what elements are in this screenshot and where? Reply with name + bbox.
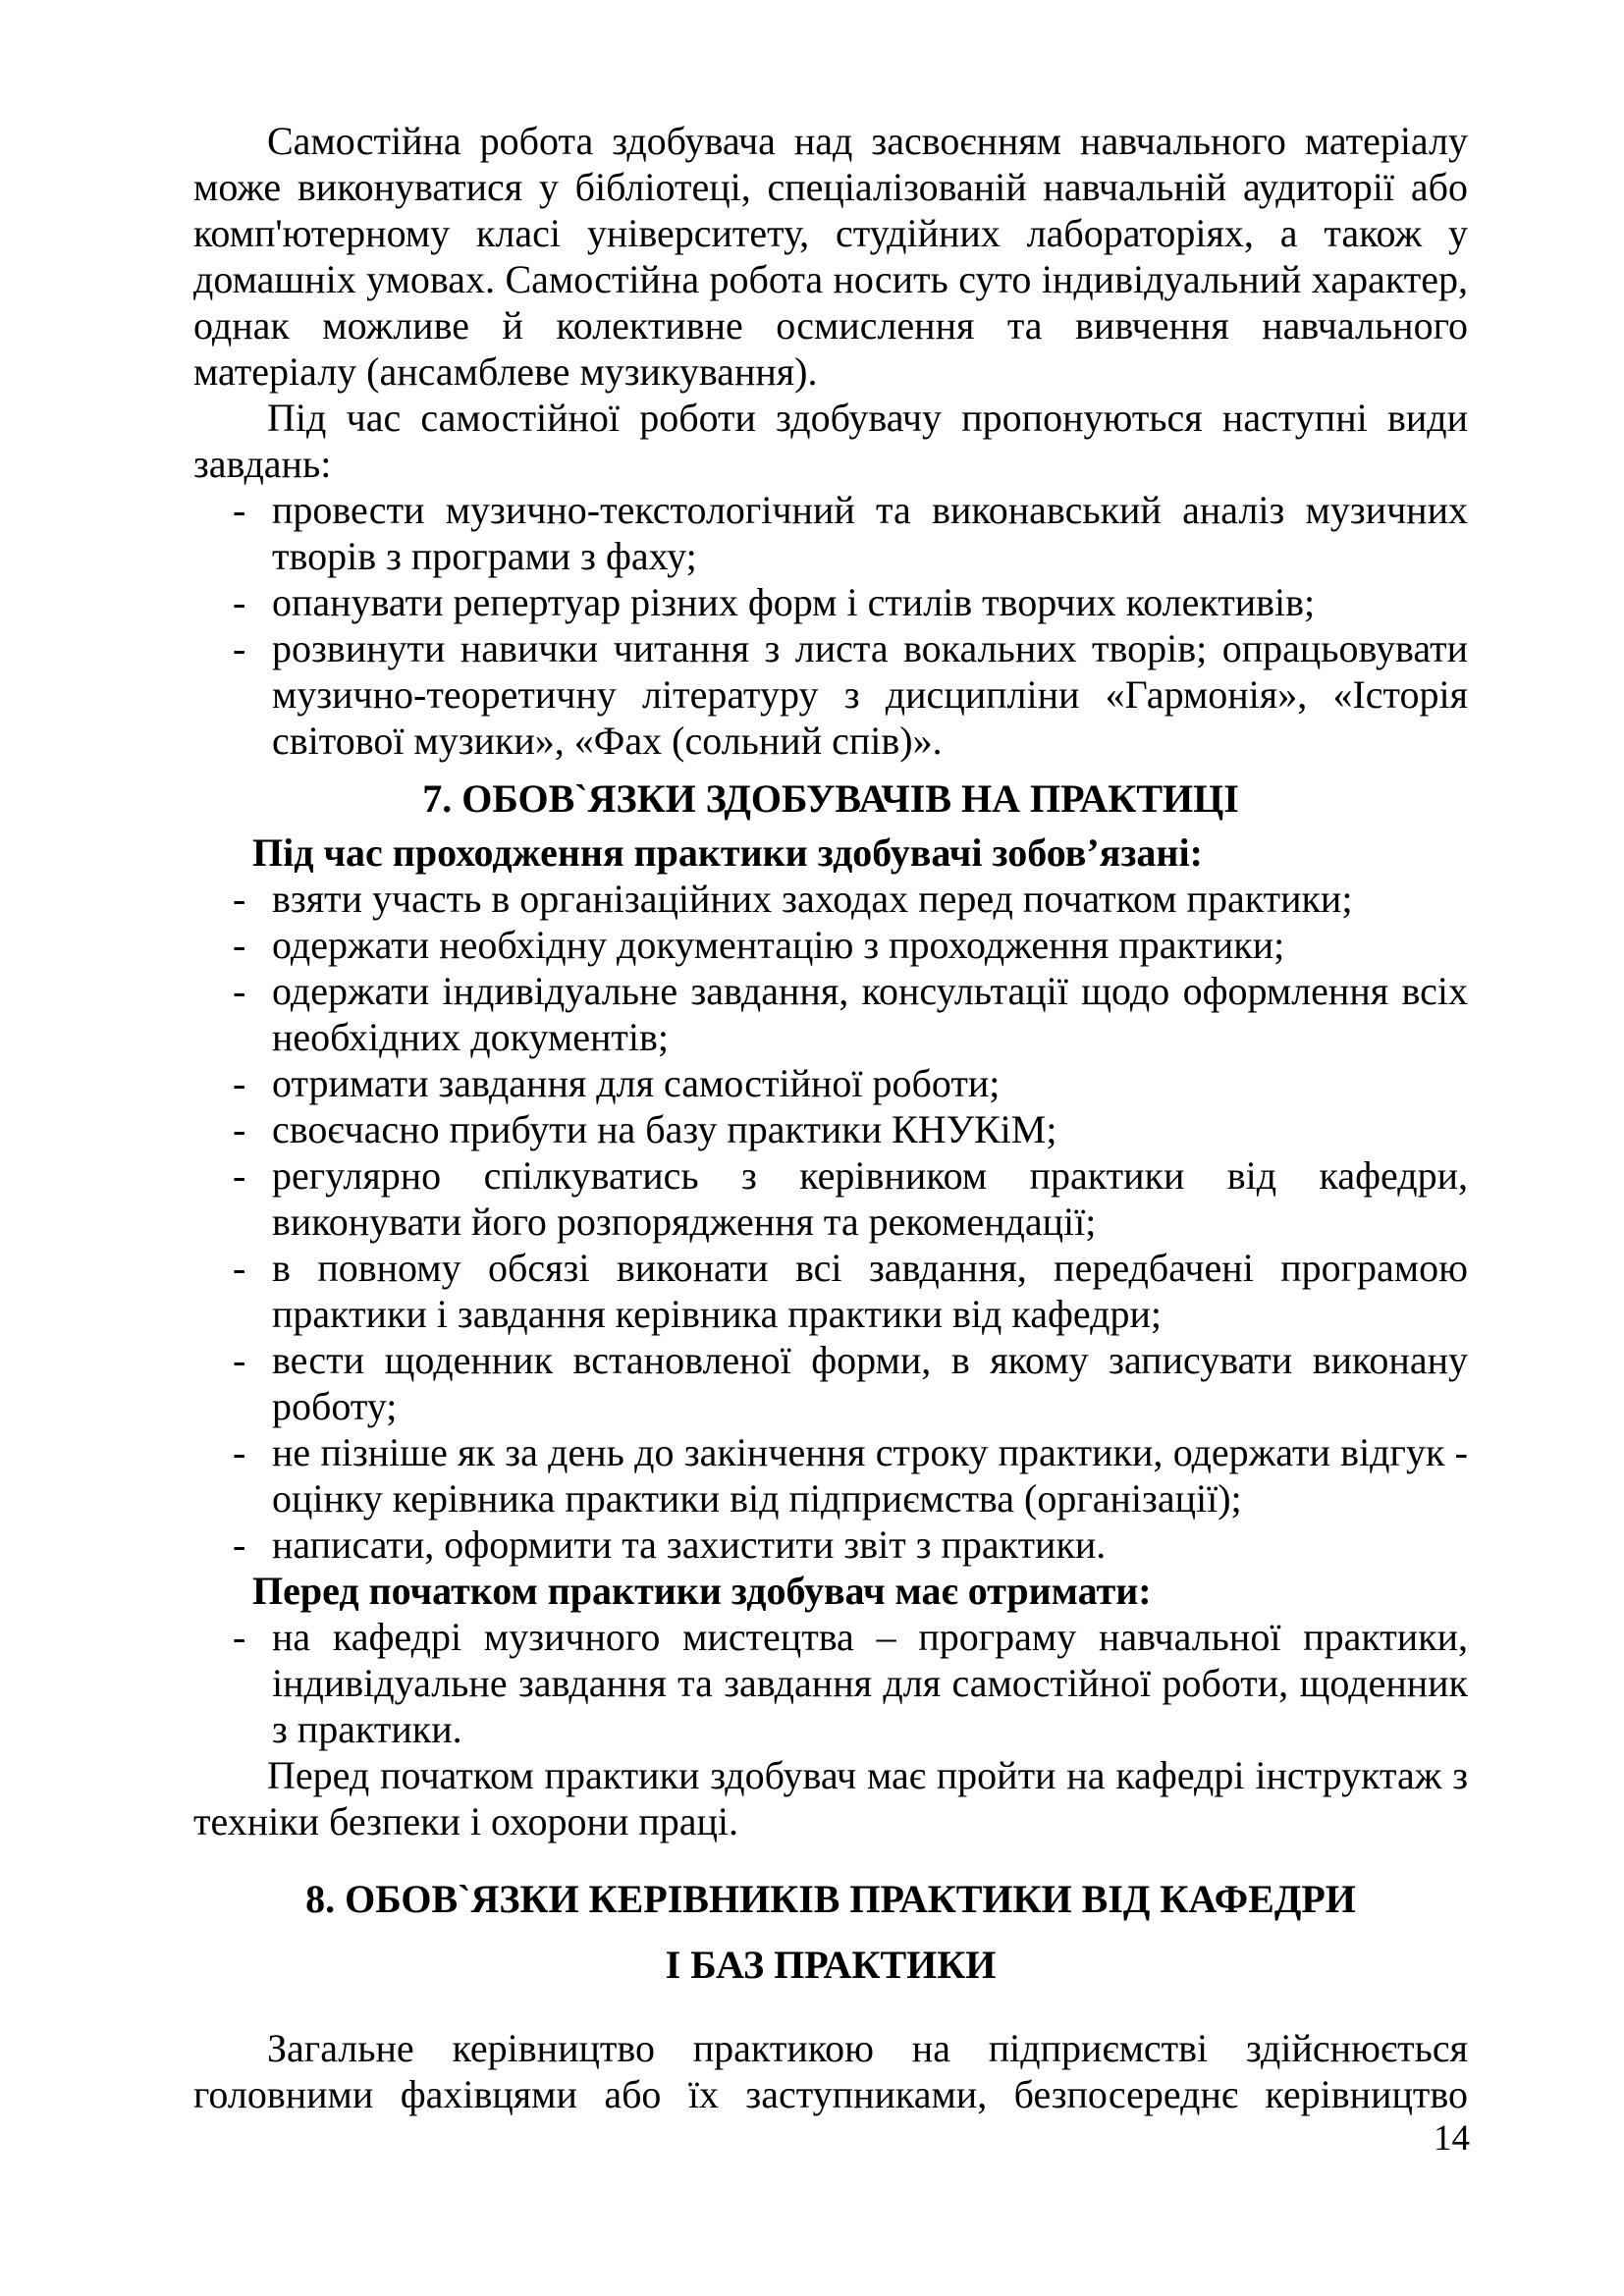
paragraph-self-study: Самостійна робота здобувача над засвоєнням навчального матеріалу може виконуватися у бібліотеці, спеціалізованій навчальній аудиторії або комп'ютерному класі університету, студійних лабораторіях, а також у домашніх умовах. Самостійна робота носить суто індивідуальний характер, однак можливе й колективне осмислення та вивчення навчального матеріалу (ансамблеве музикування). <box>193 119 1468 394</box>
list-item <box>193 1614 1468 1752</box>
list-item-text: опанувати репертуар різних форм і стилів творчих колективів; <box>272 580 1316 624</box>
list-item <box>193 1152 1468 1245</box>
dash-marker: - <box>233 626 246 670</box>
list-item <box>193 579 1468 625</box>
list-item-text: на кафедрі музичного мистецтва – програму навчальної практики, індивідуальне завдання та завдання для самостійної роботи, щоденник з практики. <box>272 1615 1468 1751</box>
dash-marker: - <box>233 1246 246 1290</box>
page-number: 14 <box>1434 2118 1470 2159</box>
dash-marker: - <box>233 1338 246 1382</box>
paragraph-general-supervision: Загальне керівництво практикою на підприємстві здійснюється головними фахівцями або їх заступниками, безпосереднє керівництво <box>193 2026 1468 2116</box>
subheading-before-practice: Перед початком практики здобувач має отримати: <box>252 1569 1152 1613</box>
list-item <box>193 625 1468 764</box>
dash-marker: - <box>233 1153 246 1198</box>
dash-marker: - <box>233 1522 246 1567</box>
paragraph-safety-briefing: Перед початком практики здобувач має пройти на кафедрі інструктаж з техніки безпеки і охорони праці. <box>193 1753 1468 1843</box>
section-8-heading-line1: 8. ОБОВ`ЯЗКИ КЕРІВНИКІВ ПРАКТИКИ ВІД КАФЕДРИ <box>305 1877 1356 1921</box>
list-item-text: регулярно спілкуватись з керівником практики від кафедри, виконувати його розпорядження та рекомендації; <box>272 1153 1468 1244</box>
dash-marker: - <box>233 1061 246 1105</box>
list-item <box>193 1429 1468 1522</box>
dash-marker: - <box>233 877 246 921</box>
section-7-heading: 7. ОБОВ`ЯЗКИ ЗДОБУВАЧІВ НА ПРАКТИЦІ <box>422 776 1239 821</box>
dash-marker: - <box>233 1430 246 1474</box>
before-practice-list <box>193 1614 1468 1752</box>
list-item-text: одержати індивідуальне завдання, консультації щодо оформлення всіх необхідних документів; <box>272 969 1468 1059</box>
section-8-heading-line2: І БАЗ ПРАКТИКИ <box>665 1943 997 1987</box>
self-study-tasks-list <box>193 487 1468 764</box>
list-item <box>193 1337 1468 1429</box>
list-item-text: взяти участь в організаційних заходах перед початком практики; <box>272 877 1353 921</box>
obligations-list <box>193 876 1468 1568</box>
subheading-obligations: Під час проходження практики здобувачі зобов’язані: <box>252 830 1203 875</box>
list-item-text: отримати завдання для самостійної роботи; <box>272 1061 1001 1105</box>
list-item-text: не пізніше як за день до закінчення строку практики, одержати відгук - оцінку керівника практики від підприємства (організації); <box>272 1430 1468 1521</box>
list-item-text: одержати необхідну документацію з проходження практики; <box>272 923 1285 967</box>
dash-marker: - <box>233 1107 246 1151</box>
list-item <box>193 968 1468 1060</box>
list-item <box>193 876 1468 922</box>
list-item <box>193 922 1468 968</box>
dash-marker: - <box>233 1615 246 1659</box>
dash-marker: - <box>233 580 246 624</box>
list-item <box>193 1522 1468 1568</box>
list-item-text: провести музично-текстологічний та виконавський аналіз музичних творів з програми з фаху; <box>272 488 1468 578</box>
dash-marker: - <box>233 923 246 967</box>
list-item-text: в повному обсязі виконати всі завдання, передбачені програмою практики і завдання керівника практики від кафедри; <box>272 1246 1468 1336</box>
list-item <box>193 1245 1468 1337</box>
list-item-text: своєчасно прибути на базу практики КНУКіМ; <box>272 1107 1057 1151</box>
dash-marker: - <box>233 488 246 532</box>
list-item <box>193 1106 1468 1152</box>
list-item-text: вести щоденник встановленої форми, в якому записувати виконану роботу; <box>272 1338 1468 1428</box>
dash-marker: - <box>233 969 246 1013</box>
list-item <box>193 487 1468 579</box>
section-8-heading <box>193 1866 1468 1998</box>
paragraph-tasks-intro: Під час самостійної роботи здобувачу пропонуються наступні види завдань: <box>193 396 1468 486</box>
list-item <box>193 1060 1468 1106</box>
list-item-text: написати, оформити та захистити звіт з практики. <box>272 1522 1107 1567</box>
list-item-text: розвинути навички читання з листа вокальних творів; опрацьовувати музично-теоретичну літературу з дисципліни «Гармонія», «Історія світової музики», «Фах (сольний спів)». <box>272 626 1468 763</box>
